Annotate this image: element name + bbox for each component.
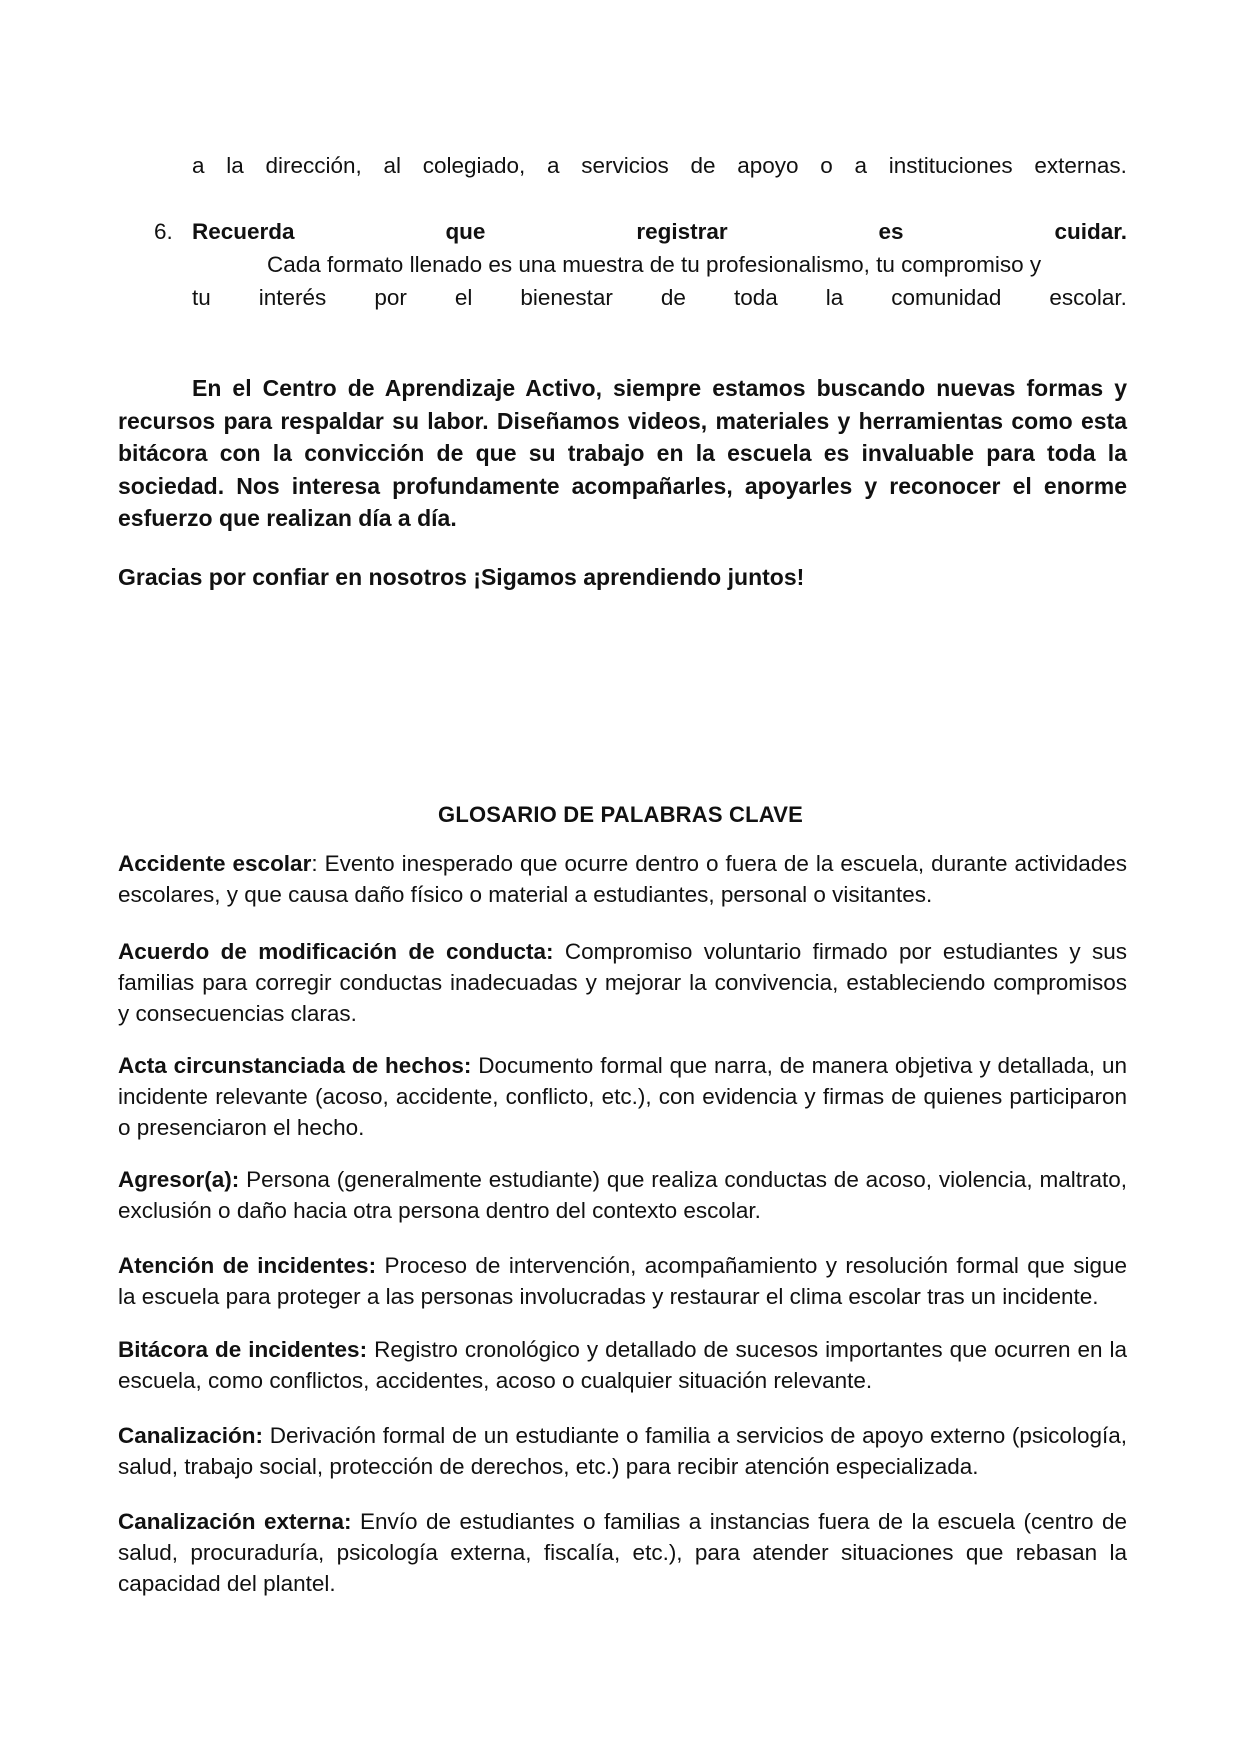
list-item-body-word: comunidad <box>891 285 1002 310</box>
glossary-entry <box>118 848 1127 910</box>
glossary-separator: : <box>311 851 318 876</box>
glossary-term: Acuerdo de modificación de conducta: <box>118 939 554 964</box>
continuation-word: o <box>820 153 833 178</box>
list-item-title-word: registrar <box>636 219 728 244</box>
closing-paragraph: En el Centro de Aprendizaje Activo, siempre estamos buscando nuevas formas y recursos para respaldar su labor. Diseñamos videos, materiales y herramientas como esta bitácora con la convicción de que su trabajo en la escuela es invaluable para toda la sociedad. Nos interesa profundamente acompañarles, apoyarles y reconocer el enorme esfuerzo que realizan día a día. <box>118 375 1127 532</box>
continuation-word: colegiado, <box>422 153 526 178</box>
list-item-body-line-2 <box>192 282 1127 313</box>
list-number: 6. <box>154 219 173 244</box>
glossary-definition: Derivación formal de un estudiante o familia a servicios de apoyo externo (psicología, salud, trabajo social, protección de derechos, etc.) para recibir atención especializada. <box>118 1423 1127 1479</box>
continuation-word: la <box>226 153 244 178</box>
glossary-definition: Compromiso voluntario firmado por estudiantes y sus familias para corregir conductas inadecuadas y mejorar la convivencia, estableciendo compromisos y consecuencias claras. <box>118 939 1127 1026</box>
continuation-word: a <box>854 153 868 178</box>
list-item-body-word: de <box>660 285 686 310</box>
continuation-word: instituciones <box>888 153 1013 178</box>
glossary-entry <box>118 936 1127 1029</box>
continuation-word: servicios <box>581 153 669 178</box>
continuation-word: a <box>547 153 560 178</box>
glossary-term: Canalización: <box>118 1423 264 1448</box>
list-item-title <box>192 216 1127 247</box>
list-item-body-word: bienestar <box>520 285 613 310</box>
glossary-heading: GLOSARIO DE PALABRAS CLAVE <box>438 802 803 827</box>
glossary-term: Accidente escolar <box>118 851 312 876</box>
list-item-title-word: cuidar. <box>1054 219 1127 244</box>
thanks-line: Gracias por confiar en nosotros ¡Sigamos aprendiendo juntos! <box>118 564 805 590</box>
glossary-entry <box>118 1420 1127 1482</box>
list-item-body-word: toda <box>733 285 778 310</box>
list-item-title-word: que <box>445 219 486 244</box>
glossary-entry <box>118 1250 1127 1312</box>
list-item-title-word: Recuerda <box>192 219 295 244</box>
glossary-term: Bitácora de incidentes: <box>118 1337 368 1362</box>
continuation-word: de <box>690 153 716 178</box>
continuation-word: dirección, <box>265 153 362 178</box>
glossary-definition: Persona (generalmente estudiante) que realiza conductas de acoso, violencia, maltrato, exclusión o daño hacia otra persona dentro del contexto escolar. <box>118 1167 1127 1223</box>
glossary-entry <box>118 1164 1127 1226</box>
list-item-body-word: tu <box>192 285 211 310</box>
continuation-word: a <box>192 153 205 178</box>
glossary-entry <box>118 1506 1127 1599</box>
continuation-word: al <box>383 153 401 178</box>
list-item-body-word: interés <box>258 285 327 310</box>
continuation-line <box>192 150 1127 181</box>
glossary-definition: Proceso de intervención, acompañamiento y resolución formal que sigue la escuela para proteger a las personas involucradas y restaurar el clima escolar tras un incidente. <box>118 1253 1127 1309</box>
list-item-body-word: por <box>374 285 407 310</box>
list-item-body-word: escolar. <box>1049 285 1127 310</box>
list-item-body-word: el <box>454 285 473 310</box>
list-item-body-line-1: Cada formato llenado es una muestra de tu profesionalismo, tu compromiso y <box>267 252 1042 277</box>
glossary-definition: Documento formal que narra, de manera objetiva y detallada, un incidente relevante (acoso, accidente, conflicto, etc.), con evidencia y firmas de quienes participaron o presenciaron el hecho. <box>118 1053 1127 1140</box>
glossary-definition: Registro cronológico y detallado de sucesos importantes que ocurren en la escuela, como conflictos, accidentes, acoso o cualquier situación relevante. <box>118 1337 1127 1393</box>
glossary-definition: Envío de estudiantes o familias a instancias fuera de la escuela (centro de salud, procuraduría, psicología externa, fiscalía, etc.), para atender situaciones que rebasan la capacidad del plantel. <box>118 1509 1128 1596</box>
glossary-definition: Evento inesperado que ocurre dentro o fuera de la escuela, durante actividades escolares, y que causa daño físico o material a estudiantes, personal o visitantes. <box>118 851 1128 907</box>
glossary-term: Agresor(a): <box>118 1167 240 1192</box>
glossary-entry <box>118 1050 1127 1143</box>
glossary-term: Acta circunstanciada de hechos: <box>118 1053 472 1078</box>
list-item-body-word: la <box>825 285 844 310</box>
continuation-word: apoyo <box>737 153 799 178</box>
continuation-word: externas. <box>1034 153 1127 178</box>
list-item-title-word: es <box>878 219 904 244</box>
glossary-term: Canalización externa: <box>118 1509 352 1534</box>
glossary-term: Atención de incidentes: <box>118 1253 377 1278</box>
glossary-entry <box>118 1334 1127 1396</box>
